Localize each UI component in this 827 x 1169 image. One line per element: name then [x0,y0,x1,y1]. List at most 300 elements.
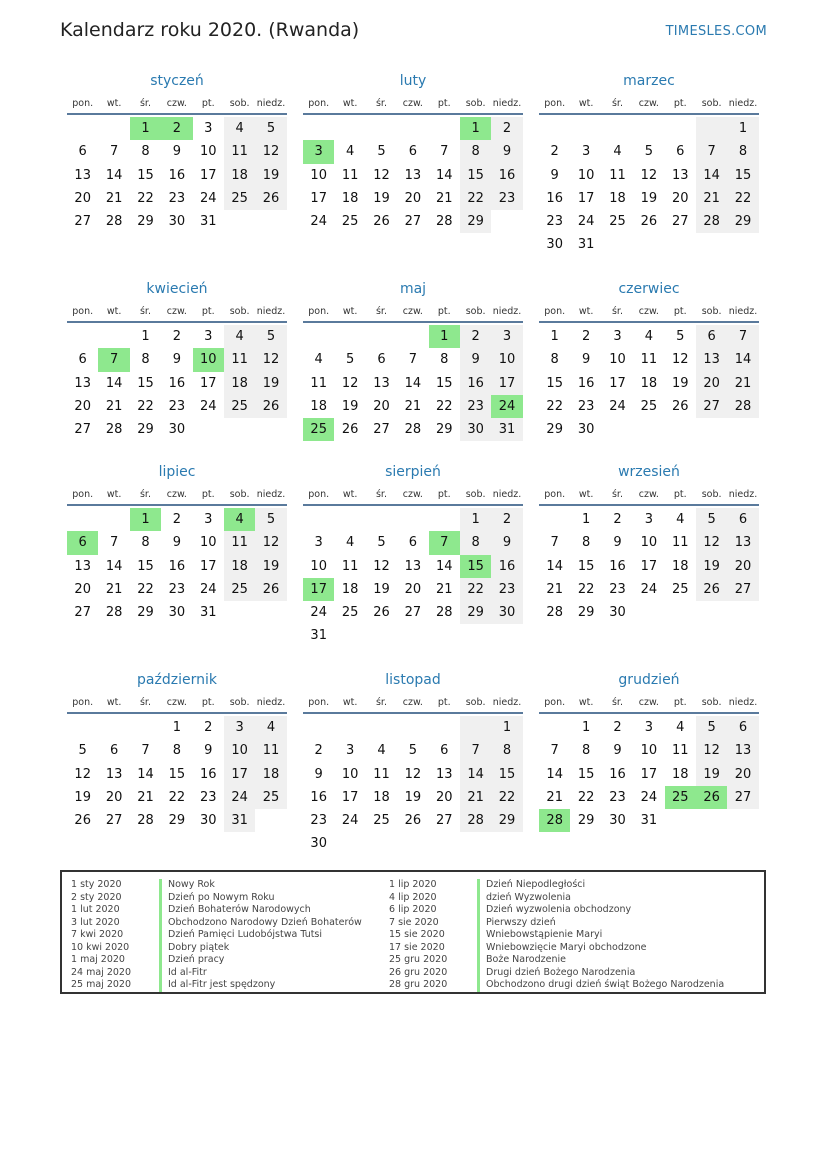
day-cell: 12 [404,766,422,782]
week-row [67,531,287,554]
day-cell: 8 [141,352,150,368]
day-cell-empty [665,601,696,624]
day-cell-empty [696,418,727,441]
weekday-label: śr. [611,306,623,317]
day-cell: 31 [577,237,595,253]
day-cell: 1 [429,325,460,348]
weekday-label: czw. [166,98,187,109]
week-row [539,372,759,395]
day-cell: 5 [377,144,386,160]
day-cell: 13 [727,739,758,762]
day-cell: 19 [404,789,422,805]
holiday-row [389,904,724,917]
weekday-header [303,302,523,323]
weekday-label: śr. [611,697,623,708]
day-cell-empty [255,210,286,233]
weekday-label: śr. [375,489,387,500]
month-name: sierpień [385,464,441,480]
day-cell: 28 [435,214,453,230]
day-cell: 25 [303,418,334,441]
day-cell: 7 [727,325,758,348]
day-cell-empty [255,601,286,624]
day-cell: 15 [577,558,595,574]
day-cell: 19 [640,190,658,206]
weekday-label: sob. [465,306,486,317]
day-cell: 4 [676,720,685,735]
week-row [303,832,523,855]
day-cell: 17 [640,558,658,574]
weekday-label: niedz. [728,306,758,317]
weekday-label: sob. [701,306,722,317]
holiday-marker [477,967,480,980]
holiday-date: 1 maj 2020 [71,954,125,965]
day-cell: 17 [310,190,327,206]
holiday-marker [159,904,162,917]
week-row [303,508,523,531]
day-cell: 20 [671,190,689,206]
day-cell: 10 [310,558,327,574]
day-cell: 29 [491,809,522,832]
weekday-header [539,485,759,506]
holiday-row [71,892,362,905]
day-cell-empty [334,325,365,348]
day-cell: 5 [644,144,653,160]
day-cell-empty [334,716,365,739]
day-cell: 10 [199,144,217,160]
week-row [67,117,287,140]
day-cell: 7 [550,743,559,759]
week-row [67,395,287,418]
month-block [67,459,287,624]
month-days [539,714,759,832]
weekday-label: sob. [229,697,250,708]
day-cell-empty [303,325,334,348]
day-cell: 29 [460,210,491,233]
day-cell: 13 [74,558,91,574]
week-row [539,809,759,832]
weekday-label: śr. [375,697,387,708]
day-cell: 19 [671,375,689,391]
day-cell: 21 [435,190,453,206]
weekday-label: pt. [201,697,215,708]
day-cell: 7 [109,535,119,551]
day-cell: 8 [550,352,559,368]
day-cell: 22 [137,581,154,597]
day-cell: 11 [373,766,390,782]
weekday-label: sob. [229,98,250,109]
page-title: Kalendarz roku 2020. (Rwanda) [60,19,360,41]
weekday-label: czw. [402,489,423,500]
holiday-row [71,904,362,917]
day-cell: 8 [141,144,150,160]
day-cell: 23 [491,187,522,210]
day-cell: 5 [408,743,417,759]
month-name: październik [137,672,217,688]
day-cell: 30 [491,601,522,624]
day-cell: 27 [696,395,727,418]
day-cell-empty [130,716,161,739]
day-cell: 19 [255,555,286,578]
weekday-label: niedz. [728,697,758,708]
day-cell: 29 [435,422,453,438]
day-cell: 10 [310,167,327,183]
day-cell-empty [67,325,98,348]
day-cell: 11 [671,743,689,759]
day-cell: 12 [74,766,91,782]
day-cell: 22 [137,398,154,414]
day-cell: 31 [310,628,327,644]
day-cell: 30 [168,422,186,438]
day-cell: 21 [546,581,563,597]
week-row [303,348,523,371]
day-cell: 10 [640,743,658,759]
day-cell: 19 [341,398,359,414]
weekday-label: sob. [465,98,486,109]
month-days [67,714,287,832]
month-name: luty [399,73,427,89]
day-cell: 15 [168,766,186,782]
day-cell: 5 [255,117,286,140]
holiday-marker [159,979,162,992]
day-cell: 21 [696,187,727,210]
weekday-label: pt. [437,98,451,109]
day-cell: 20 [696,372,727,395]
weekday-label: pon. [72,489,94,500]
day-cell-empty [334,832,365,855]
weekday-label: czw. [166,489,187,500]
day-cell-empty [366,832,397,855]
weekday-label: wt. [106,489,122,500]
week-row [303,117,523,140]
day-cell-empty [224,418,255,441]
month-days [303,323,523,441]
day-cell: 18 [310,398,327,414]
day-cell: 17 [577,190,595,206]
day-cell: 2 [460,325,491,348]
day-cell: 14 [435,167,453,183]
day-cell: 8 [460,531,491,554]
day-cell: 3 [303,140,334,163]
day-cell-empty [665,117,696,140]
week-row [303,555,523,578]
day-cell: 3 [224,716,255,739]
weekday-label: pt. [201,306,215,317]
day-cell: 18 [341,190,359,206]
day-cell: 10 [341,766,359,782]
month-name: maj [399,281,427,297]
day-cell: 19 [696,763,727,786]
day-cell: 17 [199,375,217,391]
day-cell: 17 [640,766,658,782]
day-cell: 7 [550,535,559,551]
weekday-label: niedz. [728,98,758,109]
day-cell: 25 [640,398,658,414]
holiday-row [389,917,724,930]
day-cell: 31 [224,809,255,832]
day-cell: 18 [224,372,255,395]
day-cell-empty [696,233,727,256]
month-block [539,459,759,624]
week-row [303,187,523,210]
day-cell: 12 [255,531,286,554]
day-cell: 11 [640,352,658,368]
day-cell: 15 [137,167,154,183]
holiday-marker [159,942,162,955]
month-days [539,506,759,624]
day-cell: 20 [404,581,422,597]
week-row [539,739,759,762]
holiday-name: Wniebowstąpienie Maryi [486,929,603,940]
day-cell: 29 [137,214,154,230]
day-cell: 11 [310,375,327,391]
holiday-date: 25 maj 2020 [71,979,132,990]
day-cell: 25 [224,187,255,210]
day-cell: 7 [109,144,119,160]
week-row [67,508,287,531]
weekday-label: pt. [437,697,451,708]
holiday-name: Dzień wyzwolenia obchodzony [486,904,632,915]
day-cell: 7 [460,739,491,762]
day-cell-empty [491,210,522,233]
month-name: wrzesień [618,464,680,480]
month-name: grudzień [618,672,680,688]
day-cell-empty [491,832,522,855]
weekday-label: pon. [544,306,566,317]
weekday-label: wt. [342,697,358,708]
day-cell: 5 [676,329,685,344]
day-cell: 29 [168,813,186,829]
day-cell: 4 [377,743,386,759]
day-cell: 30 [609,605,626,621]
day-cell: 6 [408,144,417,160]
weekday-header [303,693,523,714]
day-cell: 18 [341,581,359,597]
week-row [539,187,759,210]
day-cell: 21 [727,372,758,395]
day-cell-empty [727,233,758,256]
week-row [67,739,287,762]
weekday-label: czw. [638,489,659,500]
day-cell: 5 [345,352,355,368]
day-cell-empty [98,716,129,739]
month-block [67,276,287,441]
holiday-date: 2 sty 2020 [71,891,122,903]
day-cell: 25 [373,813,390,829]
month-days [67,506,287,624]
day-cell: 23 [199,789,217,805]
week-row [539,395,759,418]
day-cell: 4 [255,716,286,739]
day-cell: 26 [255,395,286,418]
week-row [303,395,523,418]
weekday-label: wt. [106,306,122,317]
day-cell: 28 [137,813,154,829]
day-cell: 14 [105,375,123,391]
day-cell: 13 [727,531,758,554]
day-cell-empty [727,809,758,832]
day-cell-empty [397,624,428,647]
month-block [303,459,523,648]
day-cell: 9 [314,766,323,782]
day-cell: 11 [609,167,626,183]
day-cell: 1 [141,329,150,344]
weekday-label: niedz. [256,306,286,317]
weekday-label: niedz. [256,98,286,109]
day-cell: 24 [310,214,327,230]
holiday-name: Dzień po Nowym Roku [168,891,275,903]
holiday-row [71,942,362,955]
holiday-date: 7 sie 2020 [389,916,439,928]
day-cell-empty [397,117,428,140]
week-row [539,210,759,233]
holiday-name: Id al-Fitr jest spędzony [168,979,276,990]
day-cell-empty [633,117,664,140]
day-cell: 15 [137,375,154,391]
day-cell: 30 [310,836,327,852]
day-cell: 6 [696,325,727,348]
day-cell: 26 [696,786,727,809]
holiday-marker [159,929,162,942]
brand-link[interactable]: TIMESLES.COM [665,24,767,39]
day-cell-empty [366,716,397,739]
day-cell-empty [366,624,397,647]
holiday-marker [477,904,480,917]
week-row [303,578,523,601]
day-cell: 27 [727,786,758,809]
weekday-label: śr. [139,697,151,708]
day-cell: 3 [345,743,355,759]
day-cell-empty [67,508,98,531]
day-cell: 23 [609,789,626,805]
weekday-label: pt. [673,697,687,708]
month-name: czerwiec [618,281,680,297]
day-cell: 9 [172,144,181,160]
day-cell: 5 [78,743,87,759]
day-cell: 15 [546,375,563,391]
day-cell: 27 [105,813,123,829]
day-cell: 16 [310,789,327,805]
day-cell: 7 [440,144,449,160]
day-cell: 13 [74,167,91,183]
day-cell-empty [303,716,334,739]
weekday-label: pon. [544,489,566,500]
day-cell: 20 [74,581,91,597]
day-cell: 29 [137,605,154,621]
day-cell: 9 [172,535,181,551]
week-row [67,210,287,233]
day-cell: 3 [581,144,591,160]
day-cell-empty [539,117,570,140]
day-cell: 26 [404,813,422,829]
day-cell: 27 [727,578,758,601]
holiday-marker [477,954,480,967]
week-row [539,348,759,371]
day-cell: 5 [696,716,727,739]
day-cell: 21 [460,786,491,809]
day-cell-empty [602,233,633,256]
day-cell: 13 [696,348,727,371]
week-row [303,786,523,809]
day-cell: 28 [460,809,491,832]
holiday-date: 1 lip 2020 [389,879,437,890]
day-cell: 4 [345,144,355,160]
day-cell: 15 [460,555,491,578]
weekday-header [539,693,759,714]
day-cell-empty [570,117,601,140]
day-cell-empty [334,508,365,531]
day-cell: 21 [546,789,563,805]
holiday-name: Wniebowzięcie Maryi obchodzone [486,941,647,953]
day-cell-empty [696,601,727,624]
day-cell: 7 [696,140,727,163]
day-cell: 16 [199,766,217,782]
day-cell: 6 [408,535,417,551]
day-cell: 20 [74,398,91,414]
weekday-label: pt. [201,98,215,109]
week-row [303,716,523,739]
day-cell: 4 [224,325,255,348]
day-cell: 9 [581,352,591,368]
day-cell: 13 [74,375,91,391]
day-cell-empty [397,716,428,739]
day-cell: 3 [644,512,653,527]
day-cell: 12 [255,140,286,163]
holiday-marker [477,917,480,930]
weekday-header [539,94,759,115]
day-cell: 6 [377,352,386,368]
day-cell: 8 [491,739,522,762]
day-cell: 12 [640,167,658,183]
day-cell-empty [665,233,696,256]
day-cell: 8 [581,535,591,551]
day-cell: 27 [404,214,422,230]
day-cell: 25 [255,786,286,809]
week-row [303,763,523,786]
weekday-label: pon. [308,306,330,317]
day-cell: 18 [373,789,390,805]
weekday-label: pon. [72,98,94,109]
day-cell: 1 [130,508,161,531]
weekday-label: pon. [72,306,94,317]
day-cell: 7 [429,531,460,554]
day-cell: 9 [491,531,522,554]
day-cell: 13 [671,167,689,183]
week-row [539,763,759,786]
day-cell-empty [334,117,365,140]
day-cell: 9 [460,348,491,371]
day-cell: 14 [696,164,727,187]
day-cell: 9 [550,167,559,183]
day-cell: 24 [609,398,626,414]
day-cell: 29 [577,605,595,621]
day-cell: 14 [460,763,491,786]
day-cell-empty [67,117,98,140]
week-row [539,117,759,140]
holiday-date: 17 sie 2020 [389,941,445,953]
day-cell: 29 [460,601,491,624]
day-cell-empty [429,832,460,855]
day-cell-empty [633,418,664,441]
weekday-label: pt. [437,306,451,317]
day-cell: 10 [491,348,522,371]
day-cell: 6 [109,743,119,759]
holiday-row [389,879,724,892]
day-cell: 12 [696,531,727,554]
day-cell: 16 [609,558,626,574]
weekday-label: sob. [229,489,250,500]
day-cell: 18 [255,763,286,786]
week-row [539,233,759,256]
